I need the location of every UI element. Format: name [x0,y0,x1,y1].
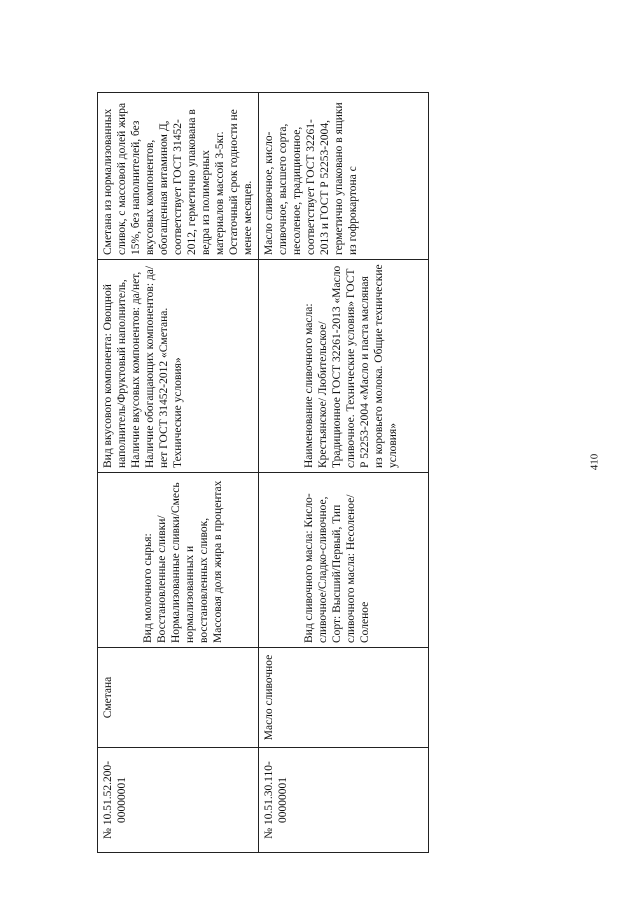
page-number: 410 [588,453,601,471]
row-requirements-cell [98,93,259,260]
rotated-spec-table [97,93,427,853]
row-characteristics-cell [259,473,429,648]
row-name: Сметана [102,676,114,719]
row-name: Масло сливочное [263,654,275,741]
row-values: Вид вкусового компонента: Овощной наполнитель/Фруктовый наполнитель, Наличие вкусовых компонентов: да/нет, Наличие обогащающих компонентов: да/нет ГОСТ 31452-2012 «Сметана. Технические условия» [102,265,184,468]
row-requirements-cell [259,93,429,260]
row-requirements: Сметана из нормализованных сливок, с массовой долей жира 15%, без наполнителей, без вкусовых компонентов, обогащенная витамином Д, соответствует ГОСТ 31452-2012, герметично упакована в ведра из полимерных материалов массой 3-5кг. Остаточный срок годности не менее месяцев. [102,102,254,255]
row-code: № 10.51.30.110-00000001 [263,761,289,839]
row-characteristics: Вид молочного сырья: Восстановленные сливки/Нормализованные сливки/Смесь нормализованных и восстановленных сливок, Массовая доля жира в процентах [142,480,224,643]
table-row [98,93,259,853]
table-row [259,93,429,853]
row-values-cell [98,260,259,473]
row-name-cell [259,648,429,748]
row-code-cell [259,748,429,853]
spec-table [97,92,429,853]
row-requirements: Масло сливочное, кисло-сливочное, высшего сорта, несоленое, традиционное, соответствует ГОСТ 32261-2013 и ГОСТ Р 52253-2004, герметично упаковано в ящики из гофрокартона с [263,102,359,255]
row-code: № 10.51.52.200-00000001 [102,760,128,840]
row-values: Наименование сливочного масла: Крестьянское/ Любительское/Традиционное ГОСТ 32261-2013 «Масло сливочное. Технические условия» ГОСТ Р 52253-2004 «Масло и паста масляная из коровьего молока. Общие технические условия» [303,264,399,468]
row-name-cell [98,648,259,748]
row-values-cell [259,260,429,473]
row-code-cell [98,748,259,853]
row-characteristics-cell [98,473,259,648]
row-characteristics: Вид сливочного масла: Кисло-сливочное/Сладко-сливочное, Сорт: Высший/Первый, Тип сливочного масла: Несоленое/Соленое [303,493,371,643]
